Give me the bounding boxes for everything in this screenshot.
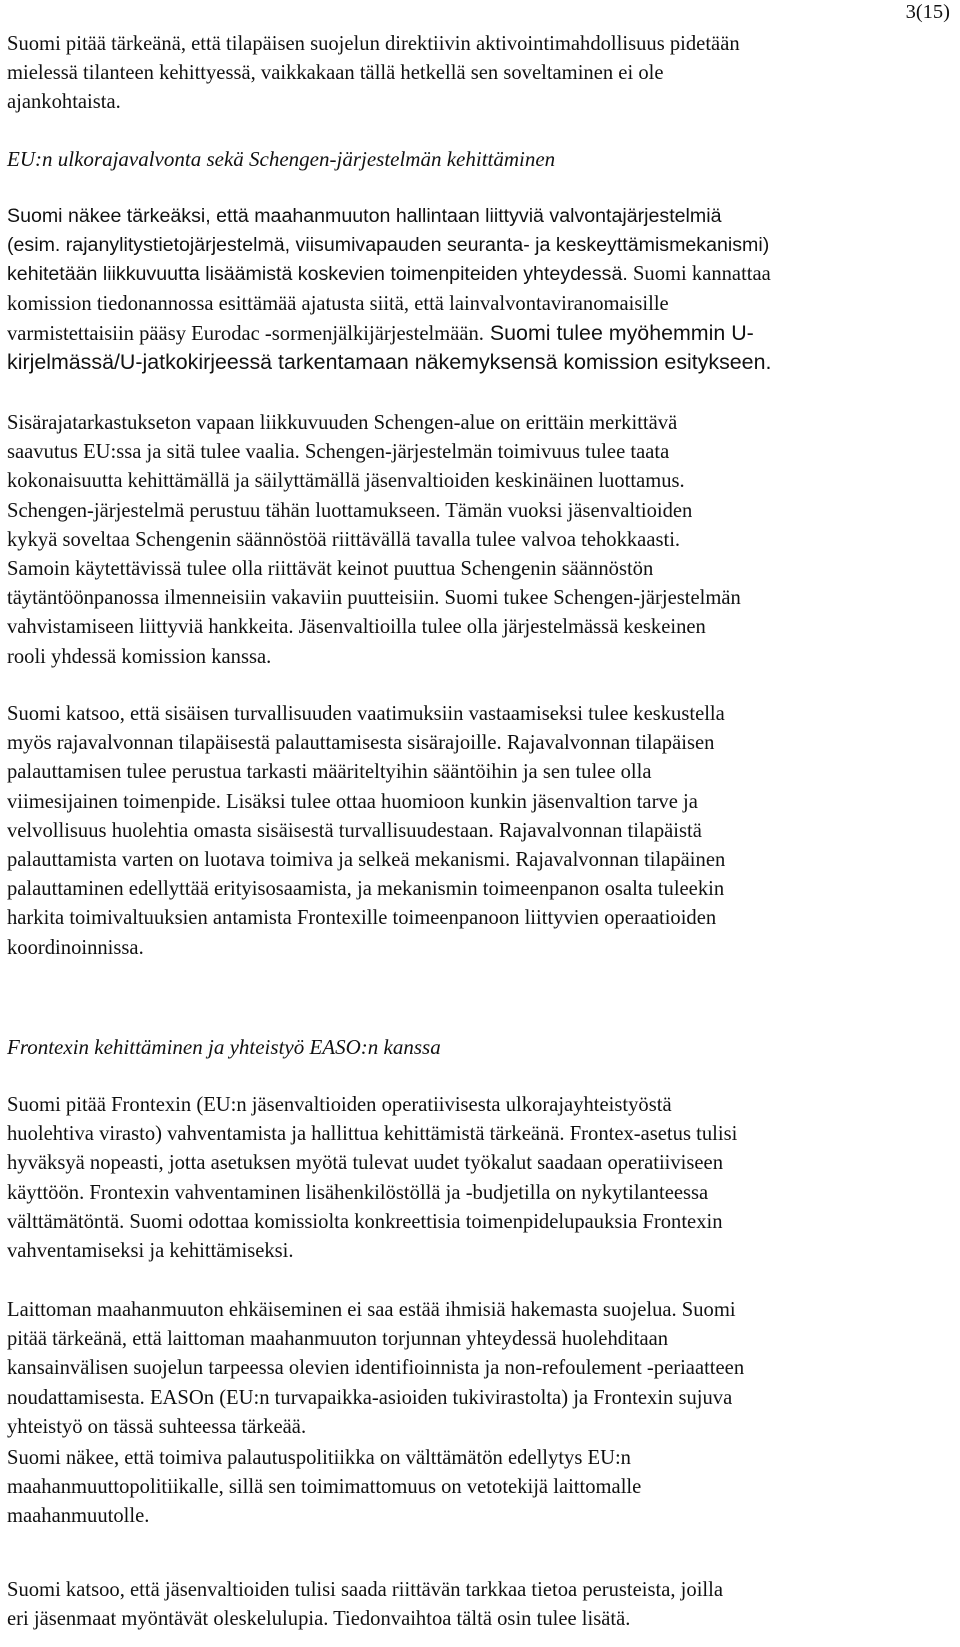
text-line: kykyä soveltaa Schengenin säännöstöä riittävällä tavalla tulee valvoa tehokkaasti. [7, 528, 681, 551]
text-line: rooli yhdessä komission kanssa. [7, 645, 272, 668]
text-run: kehitetään liikkuvuutta lisäämistä koskevien toimenpiteiden yhteydessä. [7, 263, 628, 286]
text-line: käyttöön. Frontexin vahventaminen lisähenkilöstöllä ja -budjetilla on nykytilanteessa [7, 1181, 709, 1204]
text-line: hyväksyä nopeasti, jotta asetuksen myötä tulevat uudet työkalut saadaan operatiiviseen [7, 1152, 723, 1175]
text-line: kirjelmässä/U-jatkokirjeessä tarkentamaan näkemyksensä komission esitykseen. [7, 349, 772, 374]
text-line: vahventamiseksi ja kehittämiseksi. [7, 1239, 294, 1262]
text-line: palauttaminen edellyttää erityisosaamista, ja mekanismin toimeenpanon osalta tuleekin [7, 878, 725, 901]
text-line: vahvistamiseen liittyviä hankkeita. Jäsenvaltioilla tulee olla järjestelmässä keskeinen [7, 616, 706, 639]
page-number: 3(15) [905, 1, 950, 23]
text-line: harkita toimivaltuuksien antamista Frontexille toimeenpanoon liittyvien operaatioiden [7, 907, 717, 930]
text-line: myös rajavalvonnan tilapäisestä palauttamisesta sisärajoille. Rajavalvonnan tilapäisen [7, 732, 715, 755]
text-line: viimesijainen toimenpide. Lisäksi tulee ottaa huomioon kunkin jäsenvaltion tarve ja [7, 790, 698, 813]
heading-text: EU:n ulkorajavalvonta sekä Schengen-järjestelmän kehittäminen [7, 147, 556, 171]
paragraph-return-policy [7, 1444, 955, 1532]
text-line: kansainvälisen suojelun tarpeessa olevien identifioinnista ja non-refoulement -periaatteen [7, 1357, 745, 1380]
text-line: noudattamisesta. EASOn (EU:n turvapaikka-asioiden tukivirastolta) ja Frontexin sujuva [7, 1386, 733, 1409]
text-line: saavutus EU:ssa ja sitä tulee vaalia. Schengen-järjestelmän toimivuus tulee taata [7, 441, 670, 464]
paragraph-frontex [7, 1091, 955, 1266]
text-line: eri jäsenmaat myöntävät oleskelulupia. Tiedonvaihtoa tältä osin tulee lisätä. [7, 1608, 631, 1631]
text-run: varmistettaisiin pääsy Eurodac -sormenjälkijärjestelmään. [7, 322, 484, 345]
text-line: mielessä tilanteen kehittyessä, vaikkakaan tällä hetkellä sen soveltaminen ei ole [7, 62, 664, 85]
text-line [7, 260, 955, 289]
text-line: komission tiedonannossa esittämää ajatusta siitä, että lainvalvontaviranomaisille [7, 292, 669, 315]
paragraph-control-systems [7, 202, 955, 377]
paragraph-internal-border-control [7, 700, 955, 963]
section-heading-frontex [7, 1033, 955, 1062]
text-line: Suomi katsoo, että sisäisen turvallisuuden vaatimuksiin vastaamiseksi tulee keskustella [7, 703, 725, 725]
text-line [7, 319, 955, 348]
paragraph-illegal-immigration [7, 1296, 955, 1442]
paragraph-residence-permits [7, 1576, 955, 1634]
text-line: Schengen-järjestelmä perustuu tähän luottamukseen. Tämän vuoksi jäsenvaltioiden [7, 499, 693, 522]
text-line: Suomi näkee, että toimiva palautuspolitiikka on välttämätön edellytys EU:n [7, 1447, 631, 1469]
text-line: ajankohtaista. [7, 91, 121, 114]
text-line: kokonaisuutta kehittämällä ja säilyttämällä jäsenvaltioiden keskinäinen luottamus. [7, 470, 685, 493]
text-line: palauttamista varten on luotava toimiva ja selkeä mekanismi. Rajavalvonnan tilapäinen [7, 848, 726, 871]
text-line: palauttamisen tulee perustua tarkasti määriteltyihin sääntöihin ja sen tulee olla [7, 761, 652, 784]
text-run: Suomi kannattaa [627, 263, 771, 286]
paragraph-temporary-protection [7, 30, 955, 118]
text-line: maahanmuutolle. [7, 1505, 150, 1528]
text-line: huolehtiva virasto) vahventamista ja hallittua kehittämistä tärkeänä. Frontex-asetus tulisi [7, 1123, 738, 1146]
text-line: yhteistyö on tässä suhteessa tärkeää. [7, 1415, 307, 1438]
section-heading-external-borders [7, 145, 955, 174]
text-line: Sisärajatarkastukseton vapaan liikkuvuuden Schengen-alue on erittäin merkittävä [7, 412, 678, 434]
text-line: välttämätöntä. Suomi odottaa komissiolta konkreettisia toimenpidelupauksia Frontexin [7, 1210, 723, 1233]
text-line: Samoin käytettävissä tulee olla riittävät keinot puuttua Schengenin säännöstön [7, 557, 654, 580]
text-line: velvollisuus huolehtia omasta sisäisestä turvallisuudestaan. Rajavalvonnan tilapäistä [7, 819, 702, 842]
text-line: pitää tärkeänä, että laittoman maahanmuuton torjunnan yhteydessä huolehditaan [7, 1328, 669, 1351]
paragraph-schengen-area [7, 409, 955, 672]
text-line: täytäntöönpanossa ilmenneisiin vakaviin puutteisiin. Suomi tukee Schengen-järjestelmän [7, 587, 741, 610]
text-line: Laittoman maahanmuuton ehkäiseminen ei saa estää ihmisiä hakemasta suojelua. Suomi [7, 1299, 736, 1321]
text-run: Suomi tulee myöhemmin U- [483, 320, 754, 345]
heading-text: Frontexin kehittäminen ja yhteistyö EASO:n kanssa [7, 1035, 441, 1059]
text-line: Suomi pitää Frontexin (EU:n jäsenvaltioiden operatiivisesta ulkorajayhteistyöstä [7, 1094, 672, 1116]
text-line: (esim. rajanylitystietojärjestelmä, viisumivapauden seuranta- ja keskeyttämismekanismi) [7, 234, 770, 257]
text-line: koordinoinnissa. [7, 936, 144, 959]
text-line: Suomi pitää tärkeänä, että tilapäisen suojelun direktiivin aktivointimahdollisuus pidetään [7, 33, 740, 55]
text-line: maahanmuuttopolitiikalle, sillä sen toimimattomuus on vetotekijä laittomalle [7, 1476, 642, 1499]
text-line: Suomi näkee tärkeäksi, että maahanmuuton hallintaan liittyviä valvontajärjestelmiä [7, 205, 722, 227]
text-line: Suomi katsoo, että jäsenvaltioiden tulisi saada riittävän tarkkaa tietoa perusteista, joilla [7, 1579, 724, 1601]
